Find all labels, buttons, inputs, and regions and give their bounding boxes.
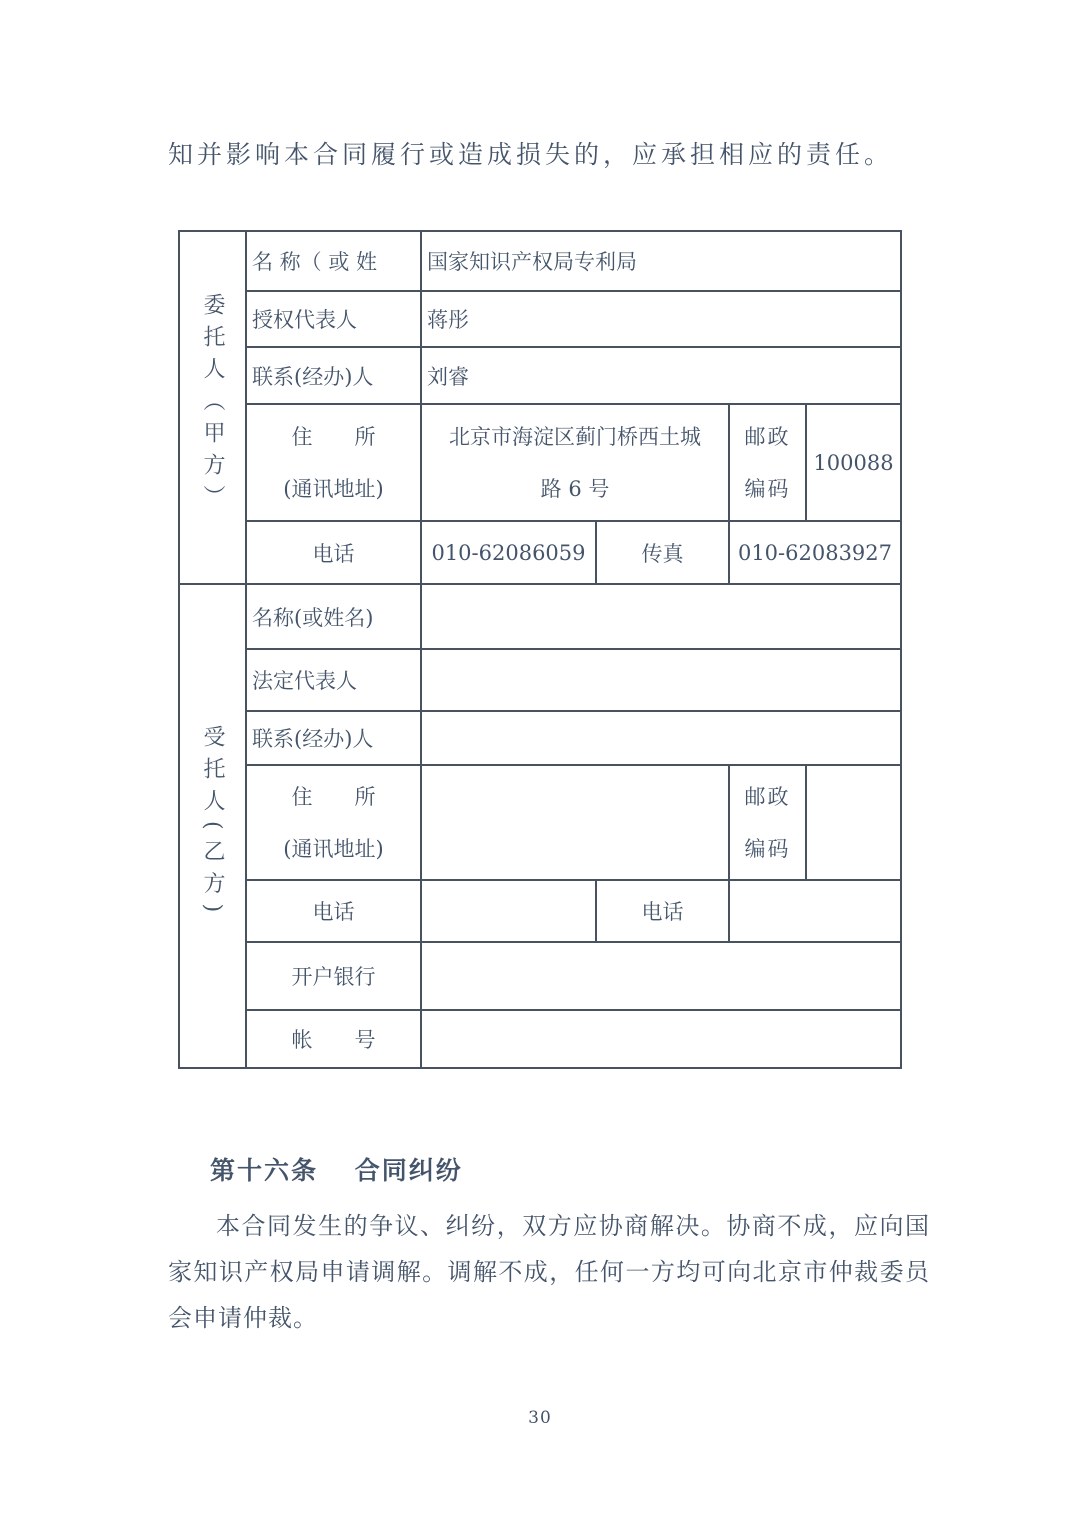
b-name-value: [421, 584, 901, 649]
party-a-group-cell: [179, 231, 246, 584]
b-bank-value: [421, 942, 901, 1010]
b-contact-label: 联系(经办)人: [246, 711, 421, 765]
heading-number: 第十六条: [210, 1156, 319, 1185]
table-row: [179, 347, 901, 404]
b-address-label-line2: (通讯地址): [283, 836, 384, 861]
table-row: [179, 404, 901, 521]
section-16: [168, 1151, 930, 1341]
b-postcode-label-text: 邮政编码: [744, 784, 791, 861]
table-row: [179, 584, 901, 649]
section-body: 本合同发生的争议、纠纷，双方应协商解决。协商不成，应向国家知识产权局申请调解。调解不成，任何一方均可向北京市仲裁委员会申请仲裁。: [168, 1212, 930, 1332]
party-b-group-cell: [179, 584, 246, 1068]
b-account-value: [421, 1010, 901, 1068]
b-bank-label: 开户银行: [246, 942, 421, 1010]
b-address-value: [421, 765, 729, 880]
table-row: [179, 649, 901, 711]
a-rep-value: 蒋彤: [421, 291, 901, 347]
a-contact-label: 联系(经办)人: [246, 347, 421, 404]
b-phone2-label: 电话: [596, 880, 729, 942]
a-rep-label: 授权代表人: [246, 291, 421, 347]
a-address-value: [421, 404, 729, 521]
table-row: [179, 711, 901, 765]
a-contact-value: 刘睿: [421, 347, 901, 404]
section-heading: [168, 1151, 930, 1187]
heading-title: 合同纠纷: [354, 1156, 463, 1185]
a-phone-value: 010-62086059: [421, 521, 596, 584]
table-row: [179, 521, 901, 584]
table-row: [179, 880, 901, 942]
parties-table: [178, 230, 902, 1069]
a-phone-label: 电话: [246, 521, 421, 584]
b-contact-value: [421, 711, 901, 765]
b-phone2-value: [729, 880, 901, 942]
party-b-group-label: 受托人(乙方): [200, 724, 225, 923]
top-paragraph: 知并影响本合同履行或造成损失的，应承担相应的责任。: [168, 140, 894, 169]
b-phone-value: [421, 880, 596, 942]
a-name-label: 名 称（ 或 姓: [246, 231, 421, 291]
b-postcode-label: [729, 765, 806, 880]
a-address-value-line1: 北京市海淀区蓟门桥西土城: [449, 424, 701, 449]
table-row: [179, 765, 901, 880]
b-rep-label: 法定代表人: [246, 649, 421, 711]
b-phone-label: 电话: [246, 880, 421, 942]
a-address-label: [246, 404, 421, 521]
a-address-value-line2: 路 6 号: [540, 476, 610, 501]
a-name-value: 国家知识产权局专利局: [421, 231, 901, 291]
a-postcode-label-text: 邮政编码: [744, 424, 791, 501]
b-address-label: [246, 765, 421, 880]
a-address-label-line1: 住 所: [291, 424, 376, 449]
table-row: [179, 942, 901, 1010]
a-postcode-value: 100088: [806, 404, 901, 521]
page-number: 30: [528, 1408, 552, 1428]
table-row: [179, 1010, 901, 1068]
table-row: [179, 291, 901, 347]
a-address-label-line2: (通讯地址): [283, 476, 384, 501]
b-name-label: 名称(或姓名): [246, 584, 421, 649]
b-address-label-line1: 住 所: [291, 784, 376, 809]
b-rep-value: [421, 649, 901, 711]
party-a-group-label: 委托人（甲方）: [200, 293, 225, 517]
table-row: [179, 231, 901, 291]
b-account-label: 帐 号: [246, 1010, 421, 1068]
a-postcode-label: [729, 404, 806, 521]
b-postcode-value: [806, 765, 901, 880]
a-fax-label: 传真: [596, 521, 729, 584]
a-fax-value: 010-62083927: [729, 521, 901, 584]
